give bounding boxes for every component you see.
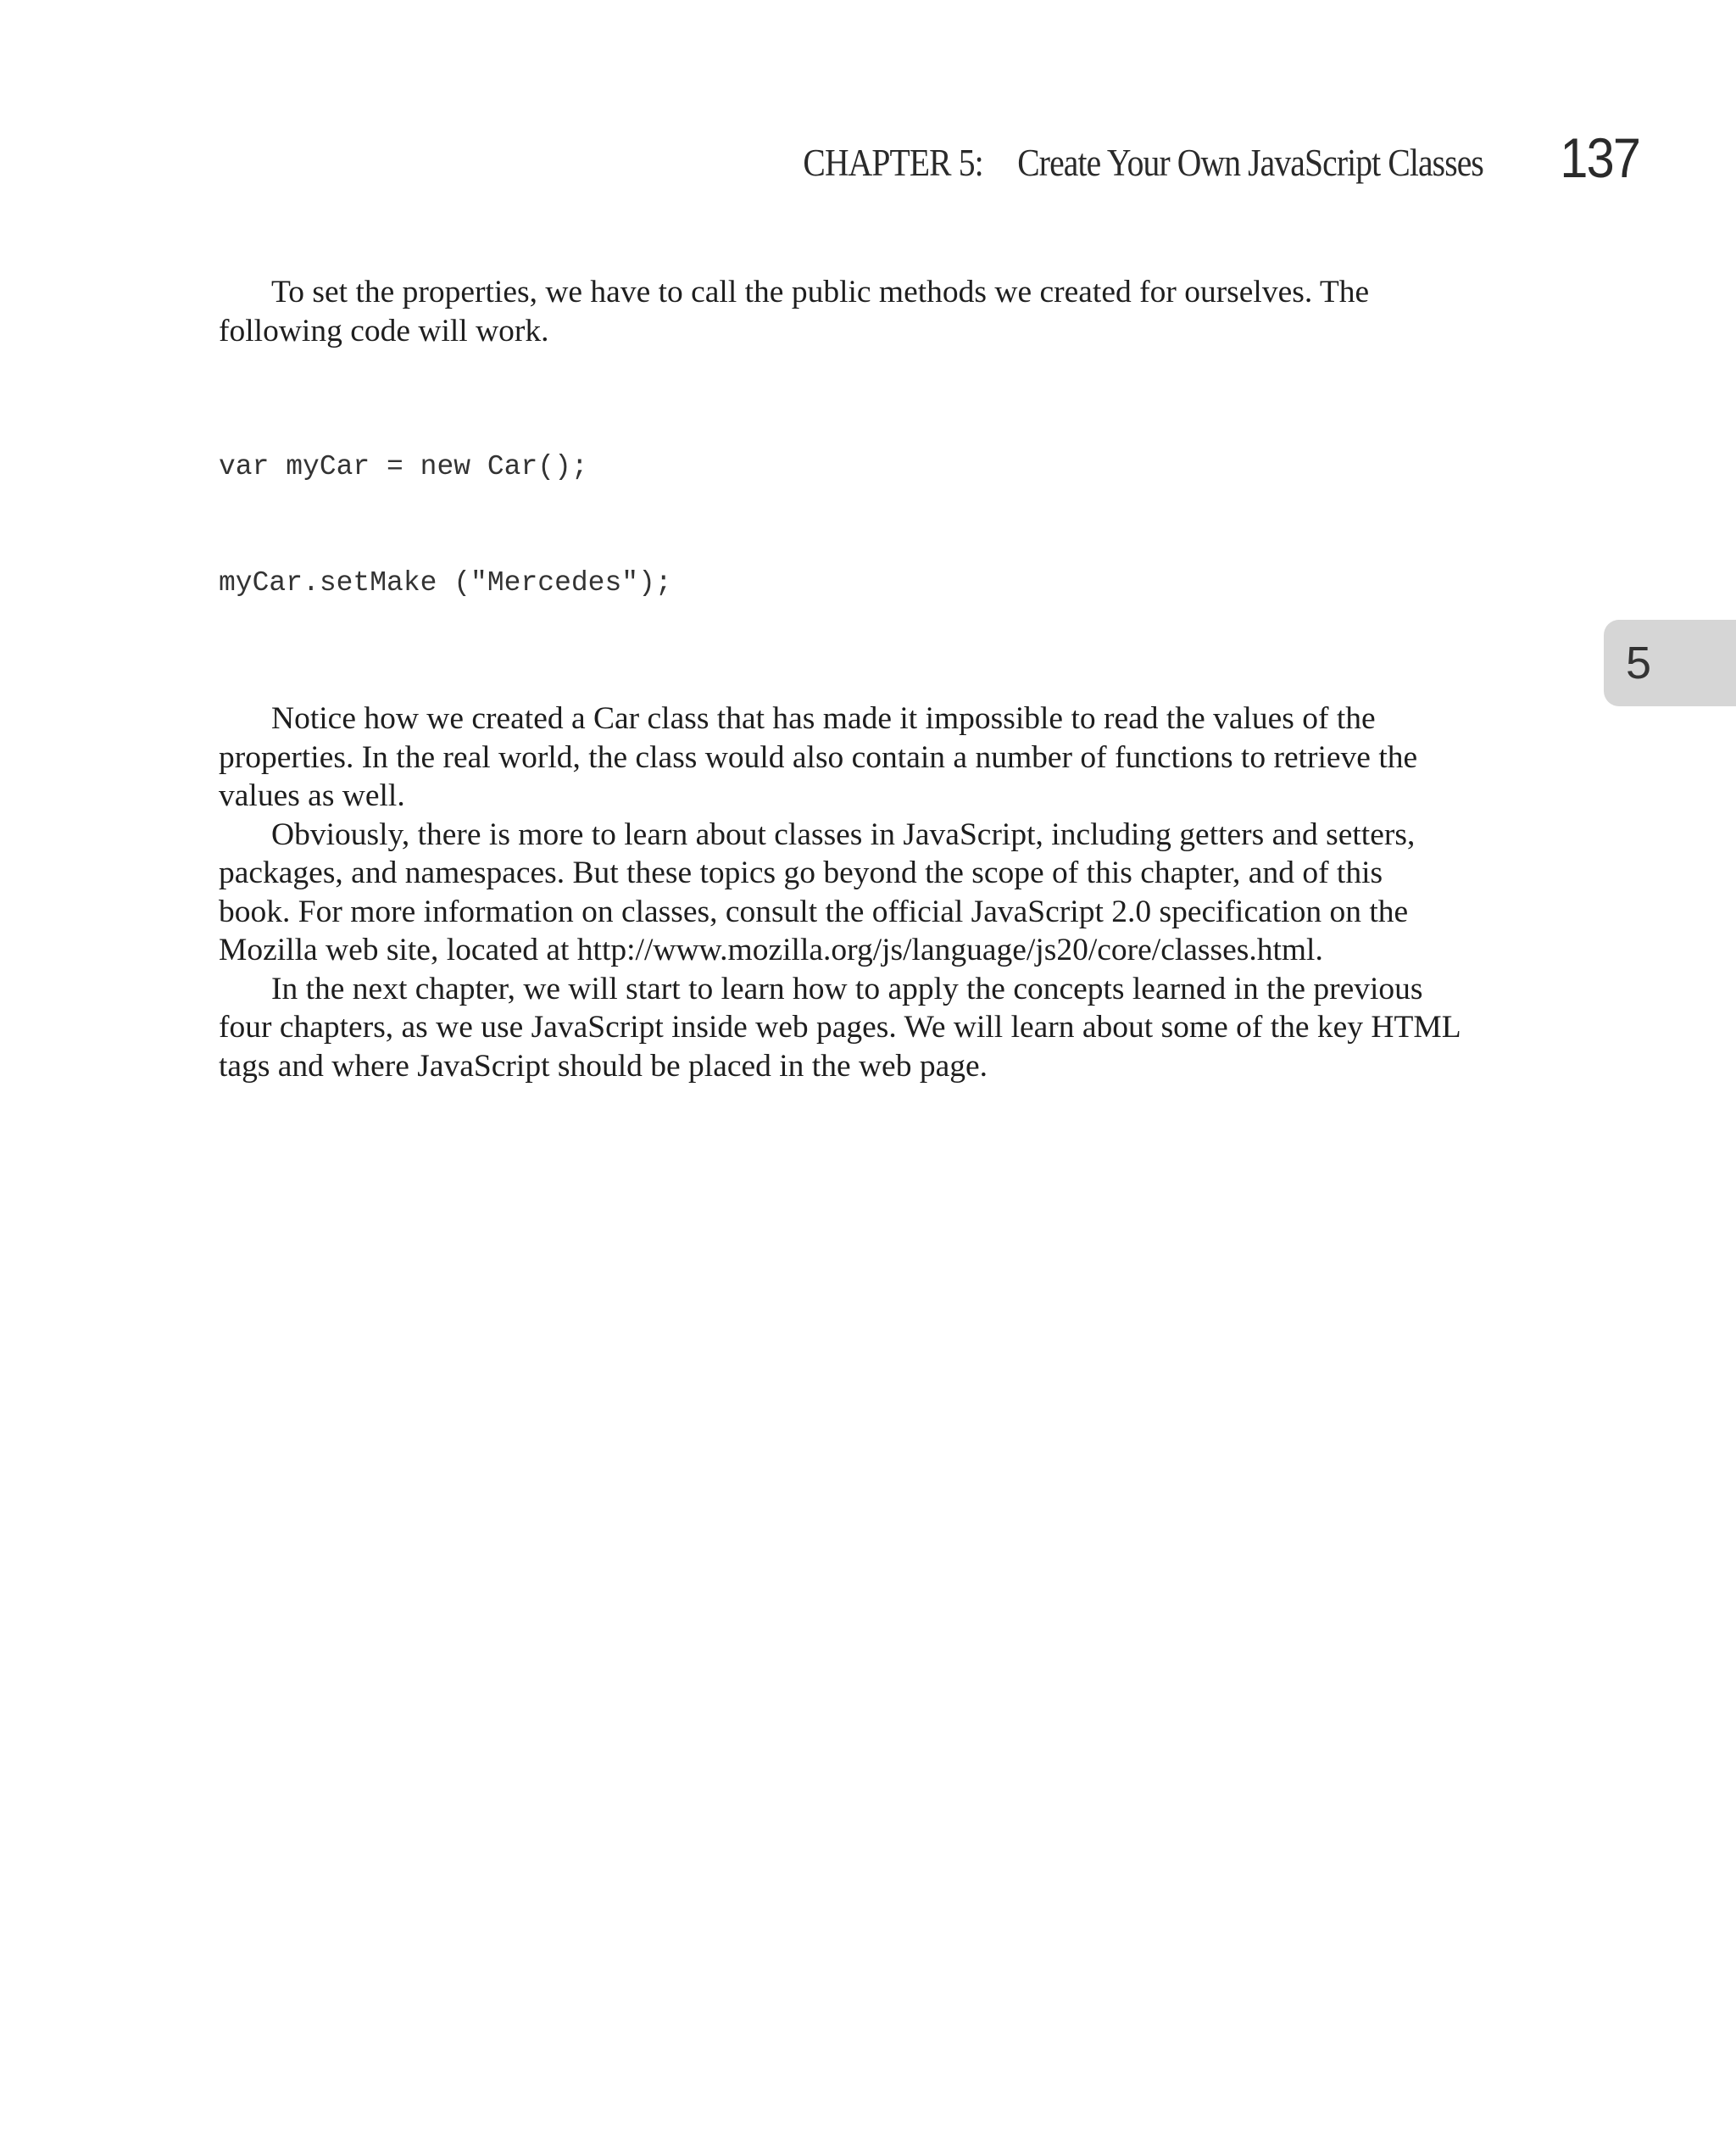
- paragraph-car-class: Notice how we created a Car class that has made it impossible to read the values of the properties. In the real world, the class would also contain a number of functions to retrieve the values as well.: [219, 701, 1418, 813]
- code-line: myCar.setMake ("Mercedes");: [219, 566, 672, 599]
- paragraph-more-to-learn: Obviously, there is more to learn about classes in JavaScript, including getters and setters, packages, and namespaces. But these topics go beyond the scope of this chapter, and of this book. For more information on classes, consult the official JavaScript 2.0 specification on the Mozilla web site, located at http://www.mozilla.org/js/language/js20/core/classes.html.: [219, 817, 1416, 967]
- chapter-tab-number: 5: [1626, 638, 1652, 688]
- page-body: [219, 273, 1473, 1085]
- page-number: 137: [1560, 126, 1639, 189]
- paragraph-set-properties: To set the properties, we have to call the public methods we created for ourselves. The following code will work.: [219, 275, 1370, 348]
- chapter-label: CHAPTER 5:: [803, 142, 983, 184]
- chapter-heading: [803, 141, 1483, 185]
- chapter-thumb-tab: [1604, 620, 1736, 706]
- code-listing: [219, 371, 1473, 679]
- chapter-title: Create Your Own JavaScript Classes: [1017, 142, 1483, 184]
- code-line: var myCar = new Car();: [219, 451, 588, 482]
- running-header: [0, 127, 1736, 195]
- paragraph-next-chapter: In the next chapter, we will start to learn how to apply the concepts learned in the previous four chapters, as we use JavaScript inside web pages. We will learn about some of the key HTML tags and where JavaScript should be placed in the web page.: [219, 971, 1461, 1084]
